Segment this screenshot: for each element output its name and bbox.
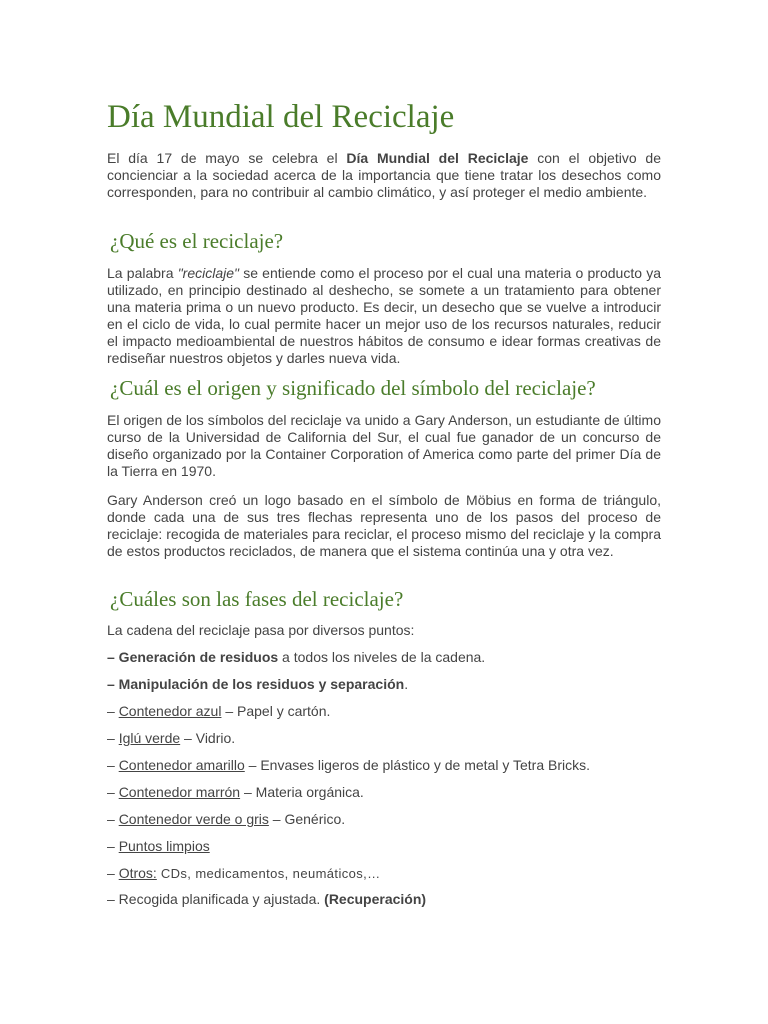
- list-dash: –: [107, 757, 119, 773]
- phase-generacion: [107, 649, 485, 666]
- phase-generacion-text: a todos los niveles de la cadena.: [278, 649, 486, 665]
- heading-origen-simbolo: ¿Cuál es el origen y significado del símbolo del reciclaje?: [110, 376, 596, 400]
- link-otros[interactable]: Otros:: [118, 865, 157, 881]
- link-contenedor-azul[interactable]: Contenedor azul: [118, 703, 222, 719]
- list-dash: –: [107, 865, 119, 881]
- list-item-contenedor-azul: [107, 703, 330, 720]
- list-item-text: – Papel y cartón.: [221, 703, 331, 719]
- phase-manipulacion-bold: – Manipulación de los residuos y separación: [107, 676, 405, 692]
- phase-manipulacion-text: .: [404, 676, 409, 692]
- link-contenedor-amarillo[interactable]: Contenedor amarillo: [118, 757, 245, 773]
- phase-recogida-text: – Recogida planificada y ajustada.: [107, 891, 325, 907]
- list-item-puntos-limpios: [107, 838, 210, 855]
- fases-intro: La cadena del reciclaje pasa por diversos puntos:: [107, 622, 415, 638]
- list-item-text: – Vidrio.: [180, 730, 236, 746]
- heading-fases: ¿Cuáles son las fases del reciclaje?: [110, 587, 404, 611]
- list-dash: –: [107, 838, 119, 854]
- paragraph-que-es: [107, 265, 661, 367]
- intro-text-after: con el objetivo de concienciar a la sociedad acerca de la importancia que tiene tratar los desechos como corresponden, para no contribuir al cambio climático, y así proteger el medio ambiente.: [107, 150, 661, 200]
- link-puntos-limpios[interactable]: Puntos limpios: [118, 838, 210, 854]
- list-item-iglu-verde: [107, 730, 235, 747]
- paragraph-anderson-logo: Gary Anderson creó un logo basado en el símbolo de Möbius en forma de triángulo, donde cada una de sus tres flechas representa uno de los pasos del proceso de reciclaje: recogida de materiales para reciclar, el proceso mismo del reciclaje y la compra de estos productos reciclados, de manera que el sistema continúa una y otra vez.: [107, 492, 661, 559]
- link-contenedor-verde-gris[interactable]: Contenedor verde o gris: [118, 811, 269, 827]
- list-item-contenedor-marron: [107, 784, 364, 801]
- list-item-contenedor-amarillo: [107, 757, 590, 774]
- phase-recogida: [107, 891, 426, 908]
- intro-bold-text: Día Mundial del Reciclaje: [346, 150, 529, 166]
- paragraph-origen: El origen de los símbolos del reciclaje va unido a Gary Anderson, un estudiante de último curso de la Universidad de California del Sur, el cual fue ganador de un concurso de diseño organizado por la Container Corporation of America como parte del primer Día de la Tierra en 1970.: [107, 412, 661, 479]
- que-es-text-before: La palabra: [107, 265, 178, 281]
- intro-paragraph: [107, 150, 661, 201]
- que-es-text-after: se entiende como el proceso por el cual una materia o producto ya utilizado, en principio destinado al deshecho, se somete a un tratamiento para obtener una materia prima o un nuevo producto. Es decir, un desecho que se vuelve a introducir en el ciclo de vida, lo cual permite hacer un mejor uso de los recursos naturales, reducir el impacto medioambiental de nuestros hábitos de consumo e idear formas creativas de rediseñar nuestros objetos y darles nueva vida.: [107, 265, 661, 366]
- list-dash: –: [107, 730, 119, 746]
- list-item-text: – Genérico.: [268, 811, 346, 827]
- heading-que-es: ¿Qué es el reciclaje?: [110, 229, 284, 253]
- list-dash: –: [107, 784, 119, 800]
- page-title: Día Mundial del Reciclaje: [107, 99, 455, 135]
- link-iglu-verde[interactable]: Iglú verde: [118, 730, 181, 746]
- list-item-text: – Envases ligeros de plástico y de metal y Tetra Bricks.: [244, 757, 590, 773]
- list-dash: –: [107, 703, 119, 719]
- phase-manipulacion: [107, 676, 408, 693]
- phase-recogida-bold: (Recuperación): [324, 891, 427, 907]
- list-dash: –: [107, 811, 119, 827]
- list-item-otros: [107, 865, 381, 882]
- list-item-contenedor-verde-gris: [107, 811, 345, 828]
- link-contenedor-marron[interactable]: Contenedor marrón: [118, 784, 241, 800]
- phase-generacion-bold: – Generación de residuos: [107, 649, 279, 665]
- intro-text-before: El día 17 de mayo se celebra el: [107, 150, 347, 166]
- que-es-italic-word: "reciclaje": [177, 265, 239, 281]
- list-item-text: – Materia orgánica.: [240, 784, 364, 800]
- otros-text: CDs, medicamentos, neumáticos,…: [156, 866, 381, 881]
